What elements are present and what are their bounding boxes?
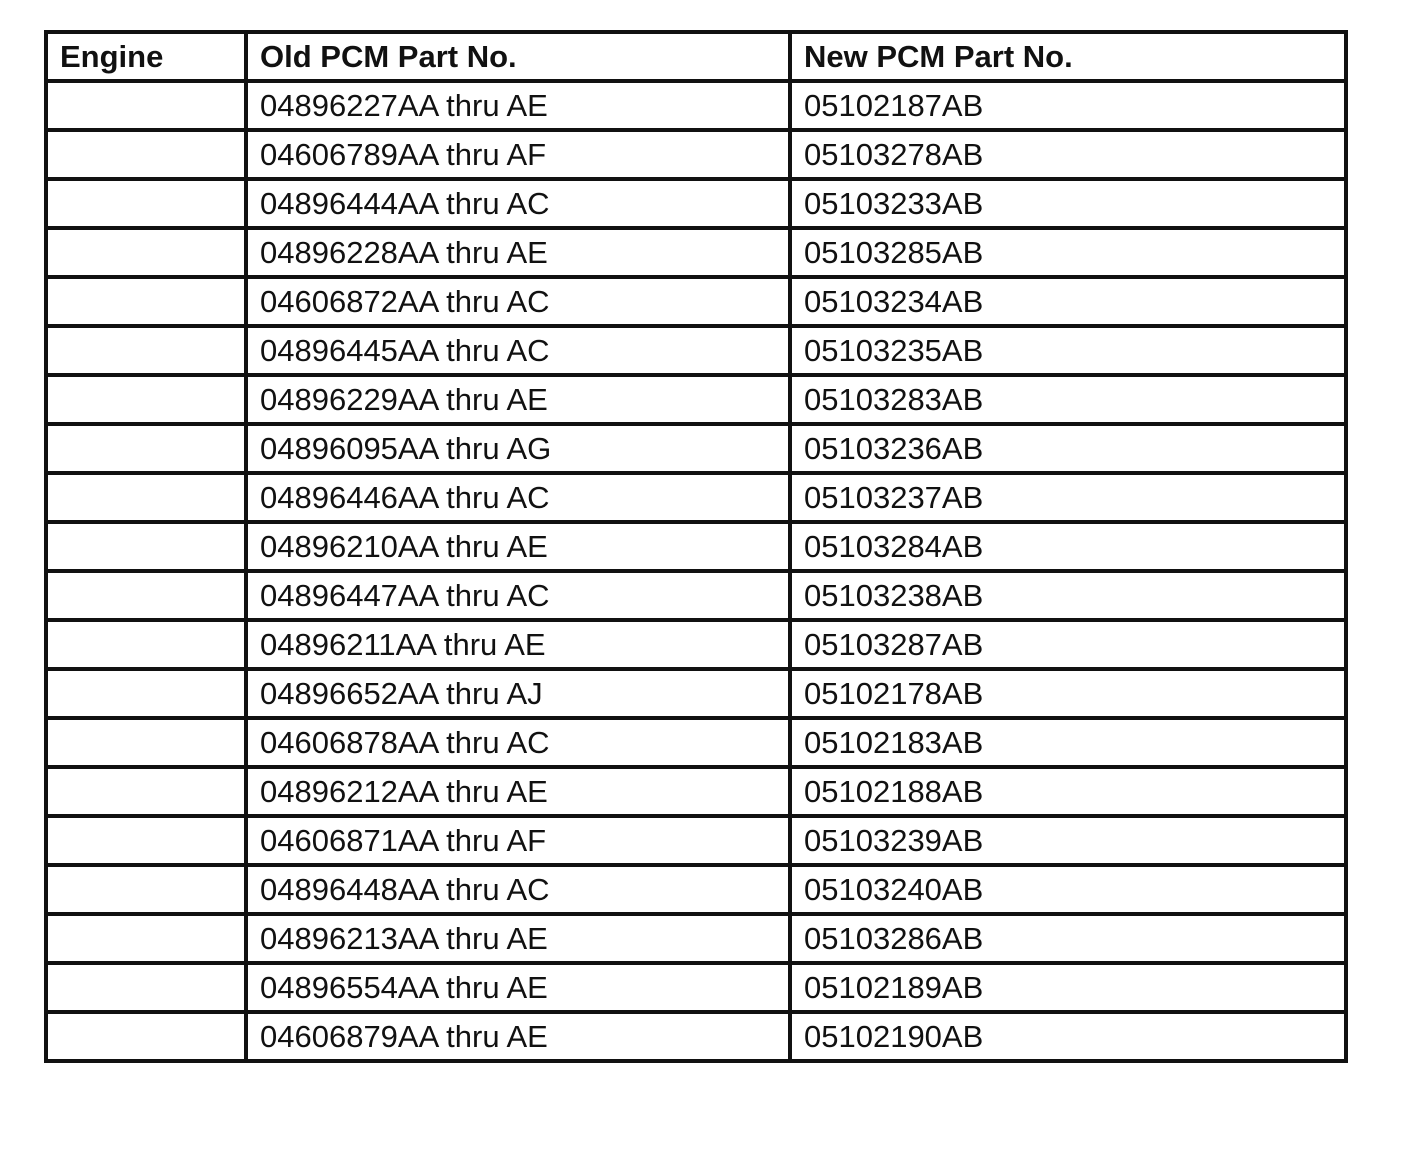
table-row	[46, 473, 1346, 522]
engine-cell	[46, 522, 246, 571]
old-part-cell: 04896210AA thru AE	[246, 522, 790, 571]
engine-cell	[46, 130, 246, 179]
engine-cell	[46, 326, 246, 375]
new-part-cell: 05103233AB	[790, 179, 1346, 228]
engine-cell	[46, 1012, 246, 1061]
engine-cell	[46, 914, 246, 963]
table-row	[46, 130, 1346, 179]
old-part-cell: 04896445AA thru AC	[246, 326, 790, 375]
old-part-cell: 04606872AA thru AC	[246, 277, 790, 326]
new-part-cell: 05103239AB	[790, 816, 1346, 865]
old-part-cell: 04896228AA thru AE	[246, 228, 790, 277]
engine-cell	[46, 424, 246, 473]
new-part-cell: 05102178AB	[790, 669, 1346, 718]
table-row	[46, 228, 1346, 277]
old-part-cell: 04896213AA thru AE	[246, 914, 790, 963]
old-part-cell: 04896447AA thru AC	[246, 571, 790, 620]
table-row	[46, 816, 1346, 865]
new-part-cell: 05103283AB	[790, 375, 1346, 424]
engine-cell	[46, 571, 246, 620]
new-part-cell: 05103286AB	[790, 914, 1346, 963]
header-old-pcm-part-no: Old PCM Part No.	[246, 32, 790, 81]
engine-cell	[46, 816, 246, 865]
new-part-cell: 05102188AB	[790, 767, 1346, 816]
table-row	[46, 424, 1346, 473]
new-part-cell: 05102183AB	[790, 718, 1346, 767]
old-part-cell: 04896227AA thru AE	[246, 81, 790, 130]
table-row	[46, 1012, 1346, 1061]
engine-cell	[46, 669, 246, 718]
engine-cell	[46, 179, 246, 228]
new-part-cell: 05103240AB	[790, 865, 1346, 914]
table-row	[46, 914, 1346, 963]
engine-cell	[46, 473, 246, 522]
engine-cell	[46, 865, 246, 914]
new-part-cell: 05103287AB	[790, 620, 1346, 669]
new-part-cell: 05102189AB	[790, 963, 1346, 1012]
new-part-cell: 05103236AB	[790, 424, 1346, 473]
table-row	[46, 669, 1346, 718]
old-part-cell: 04606879AA thru AE	[246, 1012, 790, 1061]
table-row	[46, 718, 1346, 767]
old-part-cell: 04896446AA thru AC	[246, 473, 790, 522]
table-row	[46, 767, 1346, 816]
old-part-cell: 04896212AA thru AE	[246, 767, 790, 816]
table-row	[46, 963, 1346, 1012]
header-engine: Engine	[46, 32, 246, 81]
table-row	[46, 375, 1346, 424]
old-part-cell: 04896448AA thru AC	[246, 865, 790, 914]
engine-cell	[46, 375, 246, 424]
table-row	[46, 865, 1346, 914]
engine-cell	[46, 81, 246, 130]
new-part-cell: 05103284AB	[790, 522, 1346, 571]
engine-cell	[46, 963, 246, 1012]
new-part-cell: 05103237AB	[790, 473, 1346, 522]
table-row	[46, 81, 1346, 130]
new-part-cell: 05103285AB	[790, 228, 1346, 277]
old-part-cell: 04896444AA thru AC	[246, 179, 790, 228]
old-part-cell: 04896211AA thru AE	[246, 620, 790, 669]
old-part-cell: 04896652AA thru AJ	[246, 669, 790, 718]
new-part-cell: 05103238AB	[790, 571, 1346, 620]
table-row	[46, 326, 1346, 375]
new-part-cell: 05103278AB	[790, 130, 1346, 179]
table-header-row	[46, 32, 1346, 81]
engine-cell	[46, 767, 246, 816]
new-part-cell: 05103234AB	[790, 277, 1346, 326]
table-row	[46, 179, 1346, 228]
old-part-cell: 04896554AA thru AE	[246, 963, 790, 1012]
new-part-cell: 05102190AB	[790, 1012, 1346, 1061]
engine-cell	[46, 718, 246, 767]
table-row	[46, 620, 1346, 669]
old-part-cell: 04606871AA thru AF	[246, 816, 790, 865]
table-row	[46, 571, 1346, 620]
old-part-cell: 04896229AA thru AE	[246, 375, 790, 424]
pcm-part-table	[44, 30, 1348, 1063]
old-part-cell: 04606789AA thru AF	[246, 130, 790, 179]
header-new-pcm-part-no: New PCM Part No.	[790, 32, 1346, 81]
engine-cell	[46, 277, 246, 326]
engine-cell	[46, 228, 246, 277]
old-part-cell: 04606878AA thru AC	[246, 718, 790, 767]
pcm-part-table-container	[44, 30, 1344, 1063]
new-part-cell: 05102187AB	[790, 81, 1346, 130]
table-row	[46, 522, 1346, 571]
engine-cell	[46, 620, 246, 669]
old-part-cell: 04896095AA thru AG	[246, 424, 790, 473]
new-part-cell: 05103235AB	[790, 326, 1346, 375]
table-row	[46, 277, 1346, 326]
